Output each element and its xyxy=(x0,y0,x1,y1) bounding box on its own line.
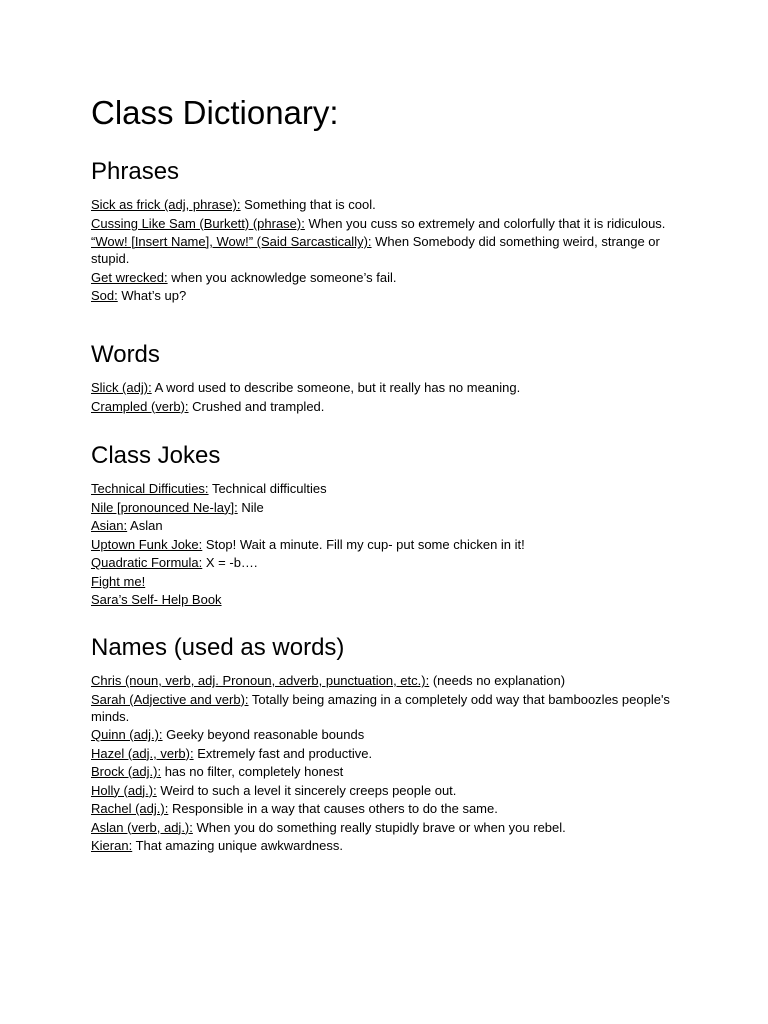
entry-definition: Aslan xyxy=(130,518,163,533)
entry-term: Cussing Like Sam (Burkett) (phrase): xyxy=(91,215,305,231)
entry-term: Sick as frick (adj, phrase): xyxy=(91,197,241,212)
dictionary-entry xyxy=(91,672,671,689)
entry-definition: has no filter, completely honest xyxy=(164,764,344,779)
entry-definition: Totally being amazing in a completely odd way that bamboozles people's minds. xyxy=(91,691,670,724)
entry-term: Quinn (adj.): xyxy=(91,727,163,742)
dictionary-entry xyxy=(91,536,671,553)
dictionary-entry xyxy=(91,800,671,817)
entry-term: Hazel (adj., verb): xyxy=(91,745,194,761)
entry-term: Slick (adj): xyxy=(91,380,152,395)
entry-term: Kieran: xyxy=(91,838,133,853)
dictionary-entry xyxy=(91,691,671,725)
section-names xyxy=(91,633,671,856)
entry-definition: Nile xyxy=(241,499,264,515)
entry-list xyxy=(91,672,671,854)
dictionary-entry xyxy=(91,726,671,743)
dictionary-entry xyxy=(91,763,671,780)
dictionary-entry xyxy=(91,499,671,516)
section-phrases xyxy=(91,157,671,306)
entry-term: Chris (noun, verb, adj. Pronoun, adverb, punctuation, etc.): xyxy=(91,673,430,688)
entry-term: Aslan (verb, adj.): xyxy=(91,819,193,835)
entry-term: Crampled (verb): xyxy=(91,398,189,414)
section-class-jokes xyxy=(91,441,671,610)
section-heading: Words xyxy=(91,341,160,368)
entry-term: Fight me! xyxy=(91,573,146,589)
entry-term: Technical Difficuties: xyxy=(91,481,209,496)
dictionary-entry xyxy=(91,517,671,534)
dictionary-entry xyxy=(91,398,671,415)
dictionary-entry xyxy=(91,269,671,286)
entry-list xyxy=(91,480,671,608)
entry-definition: Weird to such a level it sincerely creeps people out. xyxy=(160,782,457,798)
entry-definition: when you acknowledge someone’s fail. xyxy=(171,269,397,285)
entry-term: Quadratic Formula: xyxy=(91,555,203,570)
entry-term: Uptown Funk Joke: xyxy=(91,536,203,552)
entry-definition: Extremely fast and productive. xyxy=(197,745,373,761)
entry-definition: A word used to describe someone, but it really has no meaning. xyxy=(154,380,521,395)
page-title: Class Dictionary: xyxy=(91,94,339,131)
entry-list xyxy=(91,379,671,415)
entry-definition: Crushed and trampled. xyxy=(192,398,325,414)
entry-term: “Wow! [Insert Name], Wow!” (Said Sarcastically): xyxy=(91,234,372,249)
dictionary-entry xyxy=(91,287,671,304)
entry-term: Rachel (adj.): xyxy=(91,801,169,816)
dictionary-entry xyxy=(91,480,671,497)
dictionary-entry xyxy=(91,837,671,854)
entry-definition: Responsible in a way that causes others to do the same. xyxy=(171,801,498,816)
entry-definition: Something that is cool. xyxy=(244,197,376,212)
entry-definition: When Somebody did something weird, strange or stupid. xyxy=(91,234,660,266)
entry-term: Asian: xyxy=(91,518,128,533)
entry-definition: Geeky beyond reasonable bounds xyxy=(166,727,365,742)
section-words xyxy=(91,340,671,416)
entry-term: Sarah (Adjective and verb): xyxy=(91,691,249,707)
entry-definition: What’s up? xyxy=(121,288,187,303)
dictionary-entry xyxy=(91,745,671,762)
section-heading: Phrases xyxy=(91,158,180,185)
dictionary-entry xyxy=(91,782,671,799)
entry-definition: That amazing unique awkwardness. xyxy=(135,838,343,853)
dictionary-entry xyxy=(91,196,671,213)
dictionary-entry xyxy=(91,819,671,836)
entry-definition: (needs no explanation) xyxy=(432,673,566,688)
dictionary-entry xyxy=(91,233,671,267)
section-heading: Class Jokes xyxy=(91,442,221,469)
entry-list xyxy=(91,196,671,304)
entry-term: Brock (adj.): xyxy=(91,764,162,779)
entry-term: Nile [pronounced Ne-lay]: xyxy=(91,499,238,515)
entry-term: Sara’s Self- Help Book xyxy=(91,592,222,607)
entry-definition: When you cuss so extremely and colorfully that it is ridiculous. xyxy=(308,215,666,231)
dictionary-entry xyxy=(91,215,671,232)
entry-term: Get wrecked: xyxy=(91,269,168,285)
dictionary-entry xyxy=(91,379,671,396)
entry-term: Holly (adj.): xyxy=(91,782,157,798)
dictionary-entry xyxy=(91,554,671,571)
entry-definition: Stop! Wait a minute. Fill my cup- put some chicken in it! xyxy=(205,536,525,552)
entry-term: Sod: xyxy=(91,288,118,303)
dictionary-entry xyxy=(91,573,671,590)
entry-definition: Technical difficulties xyxy=(211,481,327,496)
entry-definition: X = -b…. xyxy=(205,555,258,570)
entry-definition: When you do something really stupidly brave or when you rebel. xyxy=(196,819,566,835)
dictionary-entry xyxy=(91,591,671,608)
section-heading: Names (used as words) xyxy=(91,634,345,661)
